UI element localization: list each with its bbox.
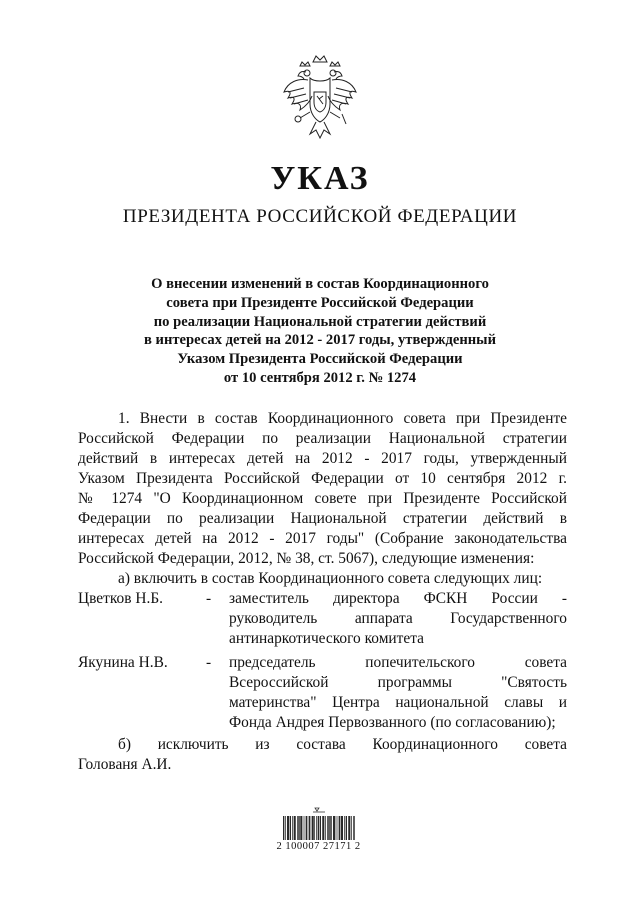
barcode-bar bbox=[285, 816, 286, 840]
person-name: Цветков Н.Б. bbox=[78, 590, 164, 607]
paragraph-1 bbox=[78, 409, 567, 569]
barcode-bar bbox=[306, 816, 307, 840]
barcode-bar bbox=[339, 816, 340, 840]
barcode-bar bbox=[318, 816, 319, 840]
item-a: а) включить в состав Координационного совета следующих лиц: bbox=[118, 570, 543, 587]
barcode-bar bbox=[302, 816, 303, 840]
barcode-bar bbox=[324, 816, 325, 840]
position-line: материнства" Центра национальной славы и bbox=[229, 694, 567, 711]
position-line: председатель попечительского совета bbox=[229, 654, 567, 671]
barcode-bar bbox=[327, 816, 328, 840]
item-b-line: Голованя А.И. bbox=[78, 756, 172, 773]
person-name: Якунина Н.В. bbox=[78, 654, 168, 671]
barcode-bar bbox=[288, 816, 289, 840]
paragraph-line: действий в интересах детей на 2012 - 2017 годы, утвержденный bbox=[78, 450, 567, 467]
barcode-bar bbox=[312, 816, 313, 840]
barcode-bar bbox=[325, 816, 326, 840]
barcode-bar bbox=[308, 816, 309, 840]
barcode-bar bbox=[287, 816, 288, 840]
barcode-bar bbox=[331, 816, 332, 840]
barcode-bar bbox=[300, 816, 301, 840]
heading-line: от 10 сентября 2012 г. № 1274 bbox=[223, 369, 417, 386]
barcode-bar bbox=[349, 816, 350, 840]
barcode-bar bbox=[338, 816, 339, 840]
barcode-bar bbox=[309, 816, 310, 840]
barcode-bar bbox=[294, 816, 295, 840]
position-line: заместитель директора ФСКН России - bbox=[229, 590, 567, 607]
barcode-bar bbox=[334, 816, 335, 840]
heading-line: Указом Президента Российской Федерации bbox=[177, 351, 463, 368]
barcode-bar bbox=[306, 816, 307, 840]
decree-heading bbox=[100, 275, 540, 388]
barcode-bar bbox=[344, 816, 345, 840]
barcode-bar bbox=[323, 816, 324, 840]
barcode-bar bbox=[290, 816, 291, 840]
person-position bbox=[229, 589, 567, 649]
barcode-bar bbox=[353, 816, 354, 840]
barcode-bar bbox=[346, 816, 347, 840]
paragraph-line: Федерации по реализации Национальной стратегии действий в bbox=[78, 510, 567, 527]
barcode-bar bbox=[313, 816, 314, 840]
barcode-bar bbox=[318, 816, 319, 840]
heading-line: совета при Президенте Российской Федерации bbox=[166, 294, 474, 311]
barcode-bar bbox=[340, 816, 341, 840]
heading-line: О внесении изменений в состав Координационного bbox=[151, 276, 489, 292]
barcode-bar bbox=[336, 816, 337, 840]
barcode-bar bbox=[333, 816, 334, 840]
barcode-bar bbox=[322, 816, 323, 840]
position-line: Фонда Андрея Первозванного (по согласованию); bbox=[229, 714, 556, 731]
barcode-bar bbox=[299, 816, 300, 840]
barcode-bar bbox=[316, 816, 317, 840]
barcode-bar bbox=[330, 816, 331, 840]
paragraph-line: Российской Федерации, 2012, № 38, ст. 5067), следующие изменения: bbox=[78, 550, 535, 567]
barcode-bar bbox=[292, 816, 293, 840]
person-position bbox=[229, 653, 567, 733]
barcode-bar bbox=[351, 816, 352, 840]
coat-of-arms-emblem bbox=[280, 52, 360, 144]
document-subtitle: ПРЕЗИДЕНТА РОССИЙСКОЙ ФЕДЕРАЦИИ bbox=[122, 206, 518, 227]
barcode-bar bbox=[350, 816, 351, 840]
barcode-bar bbox=[348, 816, 349, 840]
barcode-bar bbox=[320, 816, 321, 840]
barcode-bar bbox=[290, 816, 291, 840]
paragraph-line: 1. Внести в состав Координационного совета при Президенте bbox=[118, 410, 567, 427]
position-line: руководитель аппарата Государственного bbox=[229, 610, 567, 627]
item-b-line: б) исключить из состава Координационного совета bbox=[118, 736, 567, 753]
barcode-number: 2 100007 27171 2 bbox=[276, 841, 361, 852]
item-b bbox=[78, 735, 567, 775]
document-title: УКАЗ bbox=[270, 160, 370, 197]
position-line: Всероссийской программы "Святость bbox=[229, 674, 567, 691]
barcode-bar bbox=[288, 816, 289, 840]
barcode-bar bbox=[312, 816, 313, 840]
person-dash: - bbox=[206, 654, 212, 671]
barcode-bar bbox=[310, 816, 311, 840]
stamp-mark bbox=[313, 808, 325, 812]
barcode-bar bbox=[295, 816, 296, 840]
barcode-bar bbox=[341, 816, 342, 840]
person-dash: - bbox=[206, 590, 212, 607]
barcode-bar bbox=[346, 816, 347, 840]
barcode-bar bbox=[298, 816, 299, 840]
barcode-bar bbox=[328, 816, 329, 840]
barcode-bar bbox=[301, 816, 302, 840]
barcode-bar bbox=[329, 816, 330, 840]
barcode-bar bbox=[294, 816, 295, 840]
barcode-bar bbox=[320, 816, 321, 840]
heading-line: в интересах детей на 2012 - 2017 годы, утвержденный bbox=[144, 332, 496, 349]
barcode-bar bbox=[334, 816, 335, 840]
barcode-bar bbox=[297, 816, 298, 840]
paragraph-line: Российской Федерации по реализации Национальной стратегии bbox=[78, 430, 567, 447]
barcode bbox=[283, 816, 355, 840]
paragraph-line: № 1274 "О Координационном совете при Президенте Российской bbox=[78, 490, 567, 507]
barcode-bar bbox=[284, 816, 285, 840]
paragraph-line: Указом Президента Российской Федерации от 10 сентября 2012 г. bbox=[78, 470, 567, 487]
heading-line: по реализации Национальной стратегии действий bbox=[153, 313, 487, 330]
barcode-bar bbox=[354, 816, 355, 840]
barcode-bar bbox=[342, 816, 343, 840]
paragraph-line: интересах детей на 2012 - 2017 годы" (Собрание законодательства bbox=[78, 530, 567, 547]
barcode-bar bbox=[314, 816, 315, 840]
barcode-bar bbox=[304, 816, 305, 840]
barcode-bar bbox=[342, 816, 343, 840]
position-line: антинаркотического комитета bbox=[229, 630, 424, 647]
barcode-bar bbox=[283, 816, 284, 840]
